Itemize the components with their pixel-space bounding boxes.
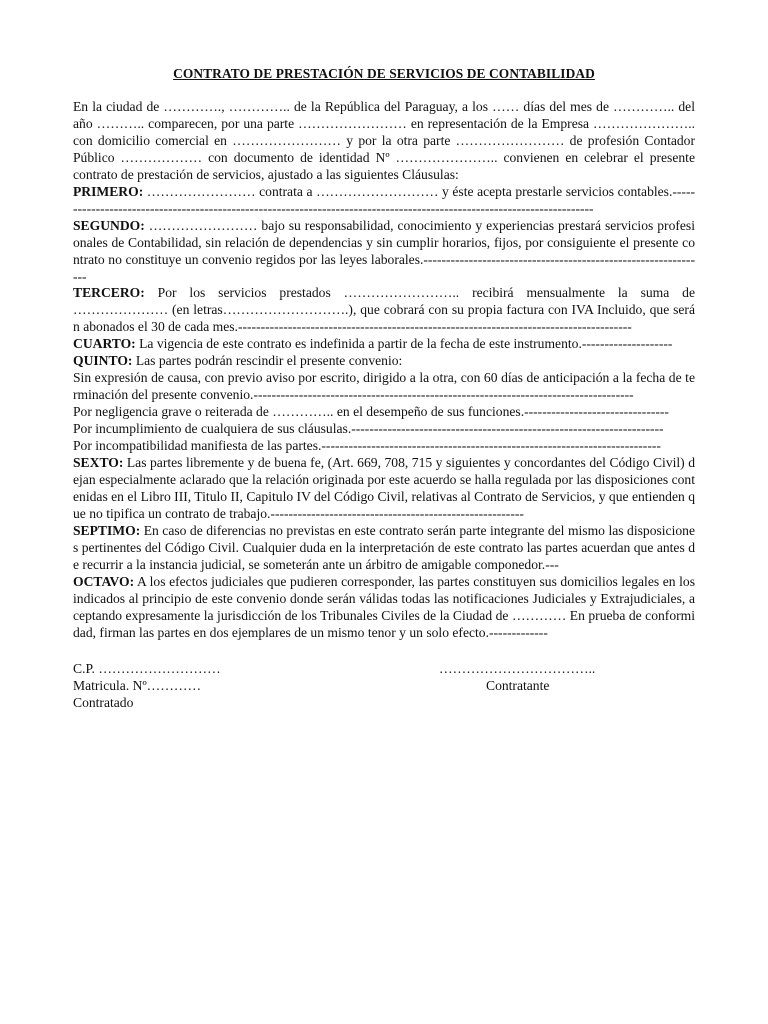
document-title: CONTRATO DE PRESTACIÓN DE SERVICIOS DE CONTABILIDAD bbox=[173, 66, 595, 81]
clause-text: Las partes libremente y de buena fe, (Art. 669, 708, 715 y siguientes y concordantes del Código Civil) dejan especialmente aclarado que la relación originada por este acuerdo se halla regulada por las disposiciones contenidas en el Libro III, Titulo II, Capitulo IV del Código Civil, relativas al Contrato de Servicios, y que entienden que no tipifica un contrato de trabajo.-------------------------------------------------------- bbox=[73, 455, 695, 521]
quinto-item: Por incumplimiento de cualquiera de sus cláusulas.--------------------------------------------------------------------- bbox=[73, 421, 664, 437]
clause-heading: TERCERO: bbox=[73, 285, 145, 301]
clause-heading: SEPTIMO: bbox=[73, 522, 141, 538]
quinto-item: Por incompatibilidad manifiesta de las partes.--------------------------------------------------------------------------- bbox=[73, 438, 661, 454]
clause-heading: CUARTO: bbox=[73, 336, 136, 352]
clause-septimo bbox=[73, 523, 695, 574]
signature-block bbox=[73, 660, 695, 720]
clause-heading: SEXTO: bbox=[73, 455, 124, 471]
quinto-item: Por negligencia grave o reiterada de ………….. en el desempeño de sus funciones.-------------------------------- bbox=[73, 404, 669, 420]
clause-tercero bbox=[73, 285, 695, 336]
clause-text: Las partes podrán rescindir el presente convenio: bbox=[132, 353, 403, 369]
clause-heading: PRIMERO: bbox=[73, 183, 144, 199]
clause-text: Por los servicios prestados …………………….. recibirá mensualmente la suma de ………………… (en letras……………………….), que cobrará con su propia factura con IVA Incluido, que serán abonados el 30 de cada mes.--------------------------------------------------------------------------------------- bbox=[73, 285, 695, 335]
intro-paragraph: En la ciudad de …………., ………….. de la República del Paraguay, a los …… días del mes de ………….. del año ……….. comparecen, por una parte …………………… en representación de la Empresa ………………….. con domicilio comercial en …………………… y por la otra parte …………………… de profesión Contador Público ……………… con documento de identidad Nº ………………….. convienen en celebrar el presente contrato de prestación de servicios, ajustado a las siguientes Cláusulas: bbox=[73, 99, 695, 182]
contador-signature-line: C.P. ……………………… bbox=[73, 660, 221, 676]
contratante-label: Contratante bbox=[486, 677, 550, 693]
contratante-signature-line: …………………………….. bbox=[439, 660, 596, 676]
clause-octavo bbox=[73, 574, 695, 642]
clause-cuarto bbox=[73, 336, 695, 353]
clause-text: …………………… bajo su responsabilidad, conocimiento y experiencias prestará servicios profesionales de Contabilidad, sin relación de dependencias y sin cumplir horarios, fijos, por consiguiente el presente contrato no constituye un convenio regidos por las leyes laborales.--------------------------------------------------------------- bbox=[73, 217, 695, 284]
clause-sexto bbox=[73, 455, 695, 523]
clause-heading: QUINTO: bbox=[73, 353, 133, 369]
quinto-item: Sin expresión de causa, con previo aviso por escrito, dirigido a la otra, con 60 días de anticipación a la fecha de terminación del presente convenio.------------------------------------------------------------------------------------ bbox=[73, 370, 695, 403]
clause-heading: SEGUNDO: bbox=[73, 217, 145, 233]
signature-gap bbox=[73, 642, 695, 660]
clause-heading: OCTAVO: bbox=[73, 573, 135, 589]
clause-text: En caso de diferencias no previstas en este contrato serán parte integrante del mismo las disposiciones pertinentes del Código Civil. Cualquier duda en la interpretación de este contrato las partes acuerdan que antes de recurrir a la instancia judicial, se someterán ante un árbitro de amigable componedor.--- bbox=[73, 522, 695, 572]
contratado-label: Contratado bbox=[73, 694, 134, 710]
clause-text: …………………… contrata a ……………………… y éste acepta prestarle servicios contables.------------------------------------------------------------------------------------------------------------------------ bbox=[73, 183, 695, 216]
document-body bbox=[73, 99, 695, 642]
clause-text: A los efectos judiciales que pudieren corresponder, las partes constituyen sus domicilios legales en los indicados al principio de este convenio donde serán válidas todas las notificaciones Judiciales y Extrajudiciales, aceptando expresamente la jurisdicción de los Tribunales Civiles de la Ciudad de ………… En prueba de conformidad, firman las partes en dos ejemplares de un mismo tenor y un solo efecto.------------- bbox=[73, 573, 695, 640]
matricula-line: Matricula. Nº………… bbox=[73, 677, 202, 693]
clause-segundo bbox=[73, 218, 695, 286]
clause-quinto bbox=[73, 353, 695, 370]
clause-text: La vigencia de este contrato es indefinida a partir de la fecha de este instrumento.-------------------- bbox=[135, 336, 673, 352]
clause-primero bbox=[73, 184, 695, 218]
